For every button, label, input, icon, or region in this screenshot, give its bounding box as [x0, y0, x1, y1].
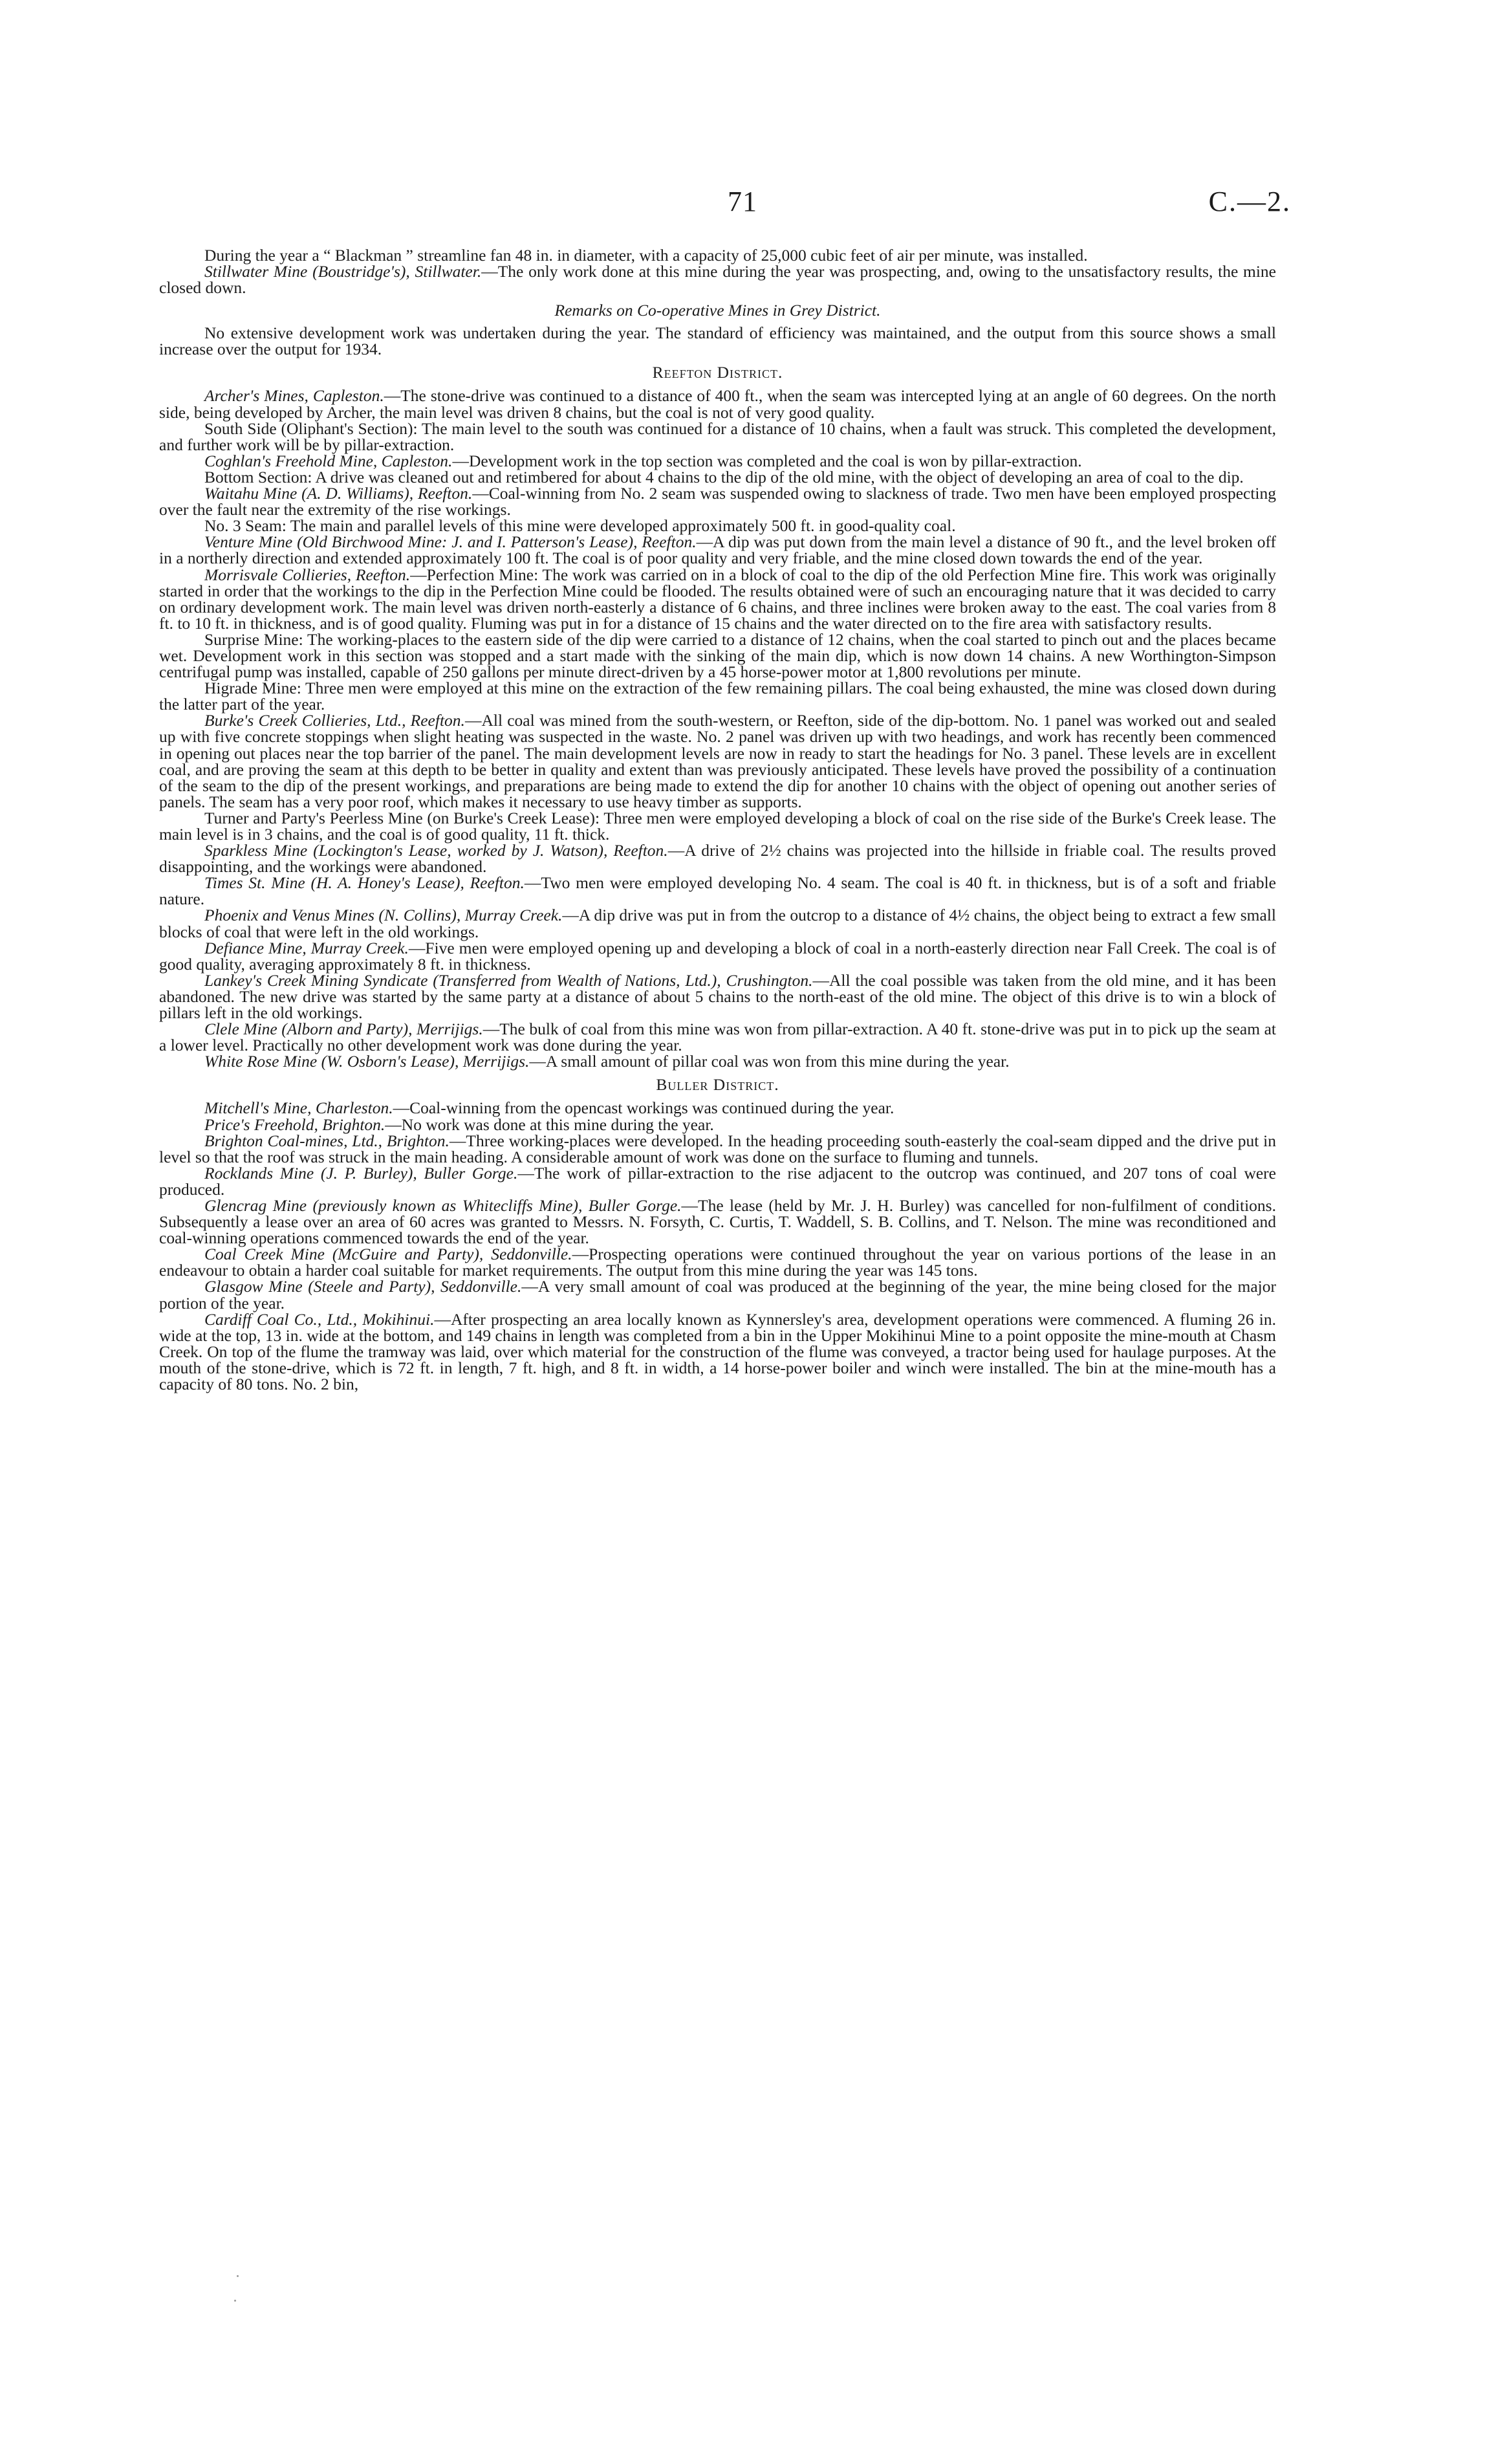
paragraph-text: During the year a “ Blackman ” streamline fan 48 in. in diameter, with a capacity of 25,000 cubic feet of air per minute, was installed.	[204, 246, 1088, 265]
paragraph	[159, 1100, 1276, 1116]
paragraph-text: Turner and Party's Peerless Mine (on Burke's Creek Lease): Three men were employed developing a block of coal on the rise side of the Burke's Creek lease. The main level is in 3 chains, and the coal is of good quality, 11 ft. thick.	[159, 808, 1276, 844]
paragraph	[159, 469, 1276, 485]
buller-section	[159, 1100, 1276, 1392]
paragraph	[159, 1197, 1276, 1246]
paragraph	[159, 940, 1276, 972]
paragraph	[159, 1117, 1276, 1133]
paragraph	[159, 387, 1276, 420]
paragraph-text: —Development work in the top section was completed and the coal is won by pillar-extraction.	[452, 451, 1082, 470]
paragraph-text: —No work was done at this mine during the year.	[385, 1115, 714, 1134]
paragraph-text: Surprise Mine: The working-places to the eastern side of the dip were carried to a distance of 12 chains, when the coal started to pinch out and the places became wet. Development work in this section was stopped and a start made with the sinking of the main dip, which is now down 14 chains. A new Worthington-Simpson centrifugal pump was installed, capable of 250 gallons per minute direct-driven by a 45 horse-power motor at 1,800 revolutions per minute.	[159, 629, 1276, 682]
remarks-paragraph: No extensive development work was undertaken during the year. The standard of efficiency was maintained, and the output from this source shows a small increase over the output for 1934.	[159, 323, 1276, 359]
paragraph	[159, 631, 1276, 680]
paragraph-text: —The lease (held by Mr. J. H. Burley) was cancelled for non-fulfilment of conditions. Subsequently a lease over an area of 60 acres was granted to Messrs. N. Forsyth, C. Curtis, T. Waddell, S. B. Collins, and T. Nelson. The mine was reconditioned and coal-winning operations commenced towards the end of the year.	[159, 1195, 1276, 1248]
intro-section	[159, 247, 1276, 296]
paragraph-lead: Cardiff Coal Co., Ltd., Mokihinui.	[204, 1309, 435, 1329]
page-body	[159, 247, 1276, 1392]
paragraph	[159, 534, 1276, 566]
paragraph	[159, 875, 1276, 907]
paragraph-lead: Sparkless Mine (Lockington's Lease, worked by J. Watson), Reefton.	[204, 841, 668, 860]
paragraph-text: —Coal-winning from the opencast workings was continued during the year.	[393, 1098, 894, 1118]
paragraph-text: —Prospecting operations were continued throughout the year on various portions of the lease in an endeavour to obtain a harder coal suitable for market requirements. The output from this mine during the year was 145 tons.	[159, 1245, 1276, 1280]
paragraph-lead: White Rose Mine (W. Osborn's Lease), Merrijigs.	[204, 1052, 530, 1071]
paragraph	[159, 1278, 1276, 1311]
paragraph-lead: Stillwater Mine (Boustridge's), Stillwater.	[204, 262, 482, 281]
paragraph	[159, 1311, 1276, 1392]
paragraph	[159, 518, 1276, 534]
paragraph-text: —Five men were employed opening up and developing a block of coal in a north-easterly direction near Fall Creek. The coal is of good quality, averaging approximately 8 ft. in thickness.	[159, 938, 1276, 974]
paragraph-lead: Brighton Coal-mines, Ltd., Brighton.	[204, 1131, 450, 1150]
paragraph-text: —All the coal possible was taken from the old mine, and it has been abandoned. The new drive was started by the same party at a distance of about 5 chains to the north-east of the old mine. The object of this drive is to win a block of pillars left in the old workings.	[159, 970, 1276, 1023]
paragraph-text: —Three working-places were developed. In the heading proceeding south-easterly the coal-seam dipped and the drive put in level so that the roof was struck in the main heading. A considerable amount of work was done on the surface to fluming and tunnels.	[159, 1131, 1276, 1166]
reefton-section	[159, 387, 1276, 1069]
paragraph-lead: Lankey's Creek Mining Syndicate (Transferred from Wealth of Nations, Ltd.), Crushington.	[204, 970, 813, 990]
paragraph-text: Bottom Section: A drive was cleaned out and retimbered for about 4 chains to the dip of the old mine, with the object of developing an area of coal to the dip.	[204, 467, 1244, 486]
paragraph-lead: Mitchell's Mine, Charleston.	[204, 1098, 393, 1118]
remarks-heading: Remarks on Co-operative Mines in Grey District.	[554, 301, 881, 320]
paragraph-text: —After prospecting an area locally known as Kynnersley's area, development operations were commenced. A fluming 26 in. wide at the top, 13 in. wide at the bottom, and 149 chains in length was completed from a bin in the Upper Mokihinui Mine to a point opposite the mine-mouth at Chasm Creek. On top of the flume the tramway was laid, over which material for the construction of the flume was conveyed, a tractor being used for haulage purposes. At the mouth of the stone-drive, which is 72 ft. in length, 7 ft. high, and 8 ft. in width, a 14 horse-power boiler and winch were installed. The bin at the mine-mouth has a capacity of 80 tons. No. 2 bin,	[159, 1309, 1277, 1393]
paragraph	[159, 1133, 1276, 1165]
paragraph	[159, 842, 1276, 875]
paragraph-text: —The only work done at this mine during the year was prospecting, and, owing to the unsatisfactory results, the mine closed down.	[159, 262, 1277, 298]
paragraph-lead: Coal Creek Mine (McGuire and Party), Seddonville.	[204, 1245, 572, 1264]
paragraph-lead: Archer's Mines, Capleston.	[204, 386, 384, 406]
paragraph-text: —A dip drive was put in from the outcrop to a distance of 4½ chains, the object being to extract a few small blocks of coal that were left in the old workings.	[159, 906, 1276, 941]
paragraph	[159, 485, 1276, 518]
scan-speck	[237, 2275, 239, 2277]
paragraph	[159, 1246, 1276, 1278]
paragraph	[159, 1021, 1276, 1053]
paragraph-lead: Morrisvale Collieries, Reefton.	[204, 565, 411, 584]
paragraph-lead: Price's Freehold, Brighton.	[204, 1115, 385, 1134]
paragraph-text: —A very small amount of coal was produced at the beginning of the year, the mine being closed for the major portion of the year.	[159, 1277, 1277, 1313]
paragraph-text: —A small amount of pillar coal was won from this mine during the year.	[529, 1052, 1010, 1071]
paragraph-text: Higrade Mine: Three men were employed at this mine on the extraction of the few remaining pillars. The coal being exhausted, the mine was closed down during the latter part of the year.	[159, 679, 1276, 714]
paragraph	[159, 972, 1276, 1021]
paragraph-text: —A dip was put down from the main level a distance of 90 ft., and the level broken off in a northerly direction and extended approximately 100 ft. The coal is of poor quality and very friable, and the mine closed down towards the end of the year.	[159, 532, 1276, 568]
paragraph-lead: Phoenix and Venus Mines (N. Collins), Murray Creek.	[204, 906, 563, 925]
paragraph-lead: Times St. Mine (H. A. Honey's Lease), Reefton.	[204, 873, 525, 893]
paragraph-lead: Waitahu Mine (A. D. Williams), Reefton.	[204, 484, 473, 503]
paragraph-text: —The work of pillar-extraction to the rise adjacent to the outcrop was continued, and 207 tons of coal were produced.	[159, 1163, 1276, 1199]
paragraph-text: —Perfection Mine: The work was carried on in a block of coal to the dip of the old Perfection Mine fire. This work was originally started in order that the workings to the dip in the Perfection Mine could be flooded. The results obtained were of such an encouraging nature that it was decided to carry on ordinary development work. The main level was driven north-easterly a distance of 6 chains, and three inclines were broken away to the east. The coal varies from 8 ft. to 10 ft. in thickness, and is of good quality. Fluming was put in for a distance of 15 chains and the water directed on to the fire area with satisfactory results.	[159, 565, 1276, 633]
paragraph-text: —All coal was mined from the south-western, or Reefton, side of the dip-bottom. No. 1 panel was worked out and sealed up with five concrete stoppings when slight heating was suspected in the waste. No. 2 panel was driven up with two headings, and work has recently been commenced in opening out places near the top barrier of the panel. The main development levels are now in ready to start the headings for No. 3 panel. These levels are in excellent coal, and are proving the seam at this depth to be better in quality and extent than was previously anticipated. These levels have proved the possibility of a continuation of the seam to the dip of the present workings, and preparations are being made to extend the dip for another 10 chains with the object of opening out another series of panels. The seam has a very poor roof, which makes it necessary to use heavy timber as supports.	[159, 711, 1277, 811]
paragraph	[159, 1053, 1276, 1069]
paragraph	[159, 247, 1276, 263]
paragraph-text: —Two men were employed developing No. 4 seam. The coal is 40 ft. in thickness, but is of a soft and friable nature.	[159, 873, 1276, 909]
paragraph-lead: Defiance Mine, Murray Creek.	[204, 938, 409, 957]
reefton-district-heading: Reefton District.	[652, 363, 783, 382]
paragraph-lead: Glasgow Mine (Steele and Party), Seddonville.	[204, 1277, 522, 1296]
document-reference: C.—2.	[1208, 186, 1291, 217]
paragraph-text: —Coal-winning from No. 2 seam was suspended owing to slackness of trade. Two men have been employed prospecting over the fault near the extremity of the rise workings.	[159, 484, 1276, 519]
paragraph-lead: Glencrag Mine (previously known as Whitecliffs Mine), Buller Gorge.	[204, 1195, 682, 1215]
paragraph-lead: Rocklands Mine (J. P. Burley), Buller Gorge.	[204, 1163, 518, 1183]
paragraph-text: South Side (Oliphant's Section): The main level to the south was continued for a distance of 10 chains, when a fault was struck. This completed the development, and further work will be by pillar-extraction.	[159, 419, 1276, 454]
buller-district-heading: Buller District.	[656, 1075, 779, 1095]
scan-speck	[234, 2300, 236, 2302]
paragraph	[159, 1165, 1276, 1197]
paragraph	[159, 810, 1276, 842]
paragraph	[159, 680, 1276, 712]
paragraph	[159, 567, 1276, 631]
paragraph	[159, 712, 1276, 810]
paragraph	[159, 263, 1276, 296]
paragraph-text: —The bulk of coal from this mine was won from pillar-extraction. A 40 ft. stone-drive was put in to pick up the seam at a lower level. Practically no other development work was done during the year.	[159, 1019, 1276, 1055]
paragraph-lead: Burke's Creek Collieries, Ltd., Reefton.	[204, 711, 465, 730]
paragraph-text: —The stone-drive was continued to a distance of 400 ft., when the seam was intercepted lying at an angle of 60 degrees. On the north side, being developed by Archer, the main level was driven 8 chains, but the coal is not of very good quality.	[159, 386, 1276, 422]
paragraph	[159, 420, 1276, 453]
paragraph-lead: Clele Mine (Alborn and Party), Merrijigs.	[204, 1019, 483, 1039]
paragraph	[159, 907, 1276, 939]
paragraph-text: No. 3 Seam: The main and parallel levels of this mine were developed approximately 500 ft. in good-quality coal.	[204, 516, 956, 536]
paragraph-lead: Venture Mine (Old Birchwood Mine: J. and I. Patterson's Lease), Reefton.	[204, 532, 697, 552]
page-number: 71	[728, 186, 757, 217]
paragraph-text: —A drive of 2½ chains was projected into the hillside in friable coal. The results proved disappointing, and the workings were abandoned.	[159, 841, 1276, 877]
paragraph-lead: Coghlan's Freehold Mine, Capleston.	[204, 451, 453, 470]
paragraph	[159, 453, 1276, 469]
